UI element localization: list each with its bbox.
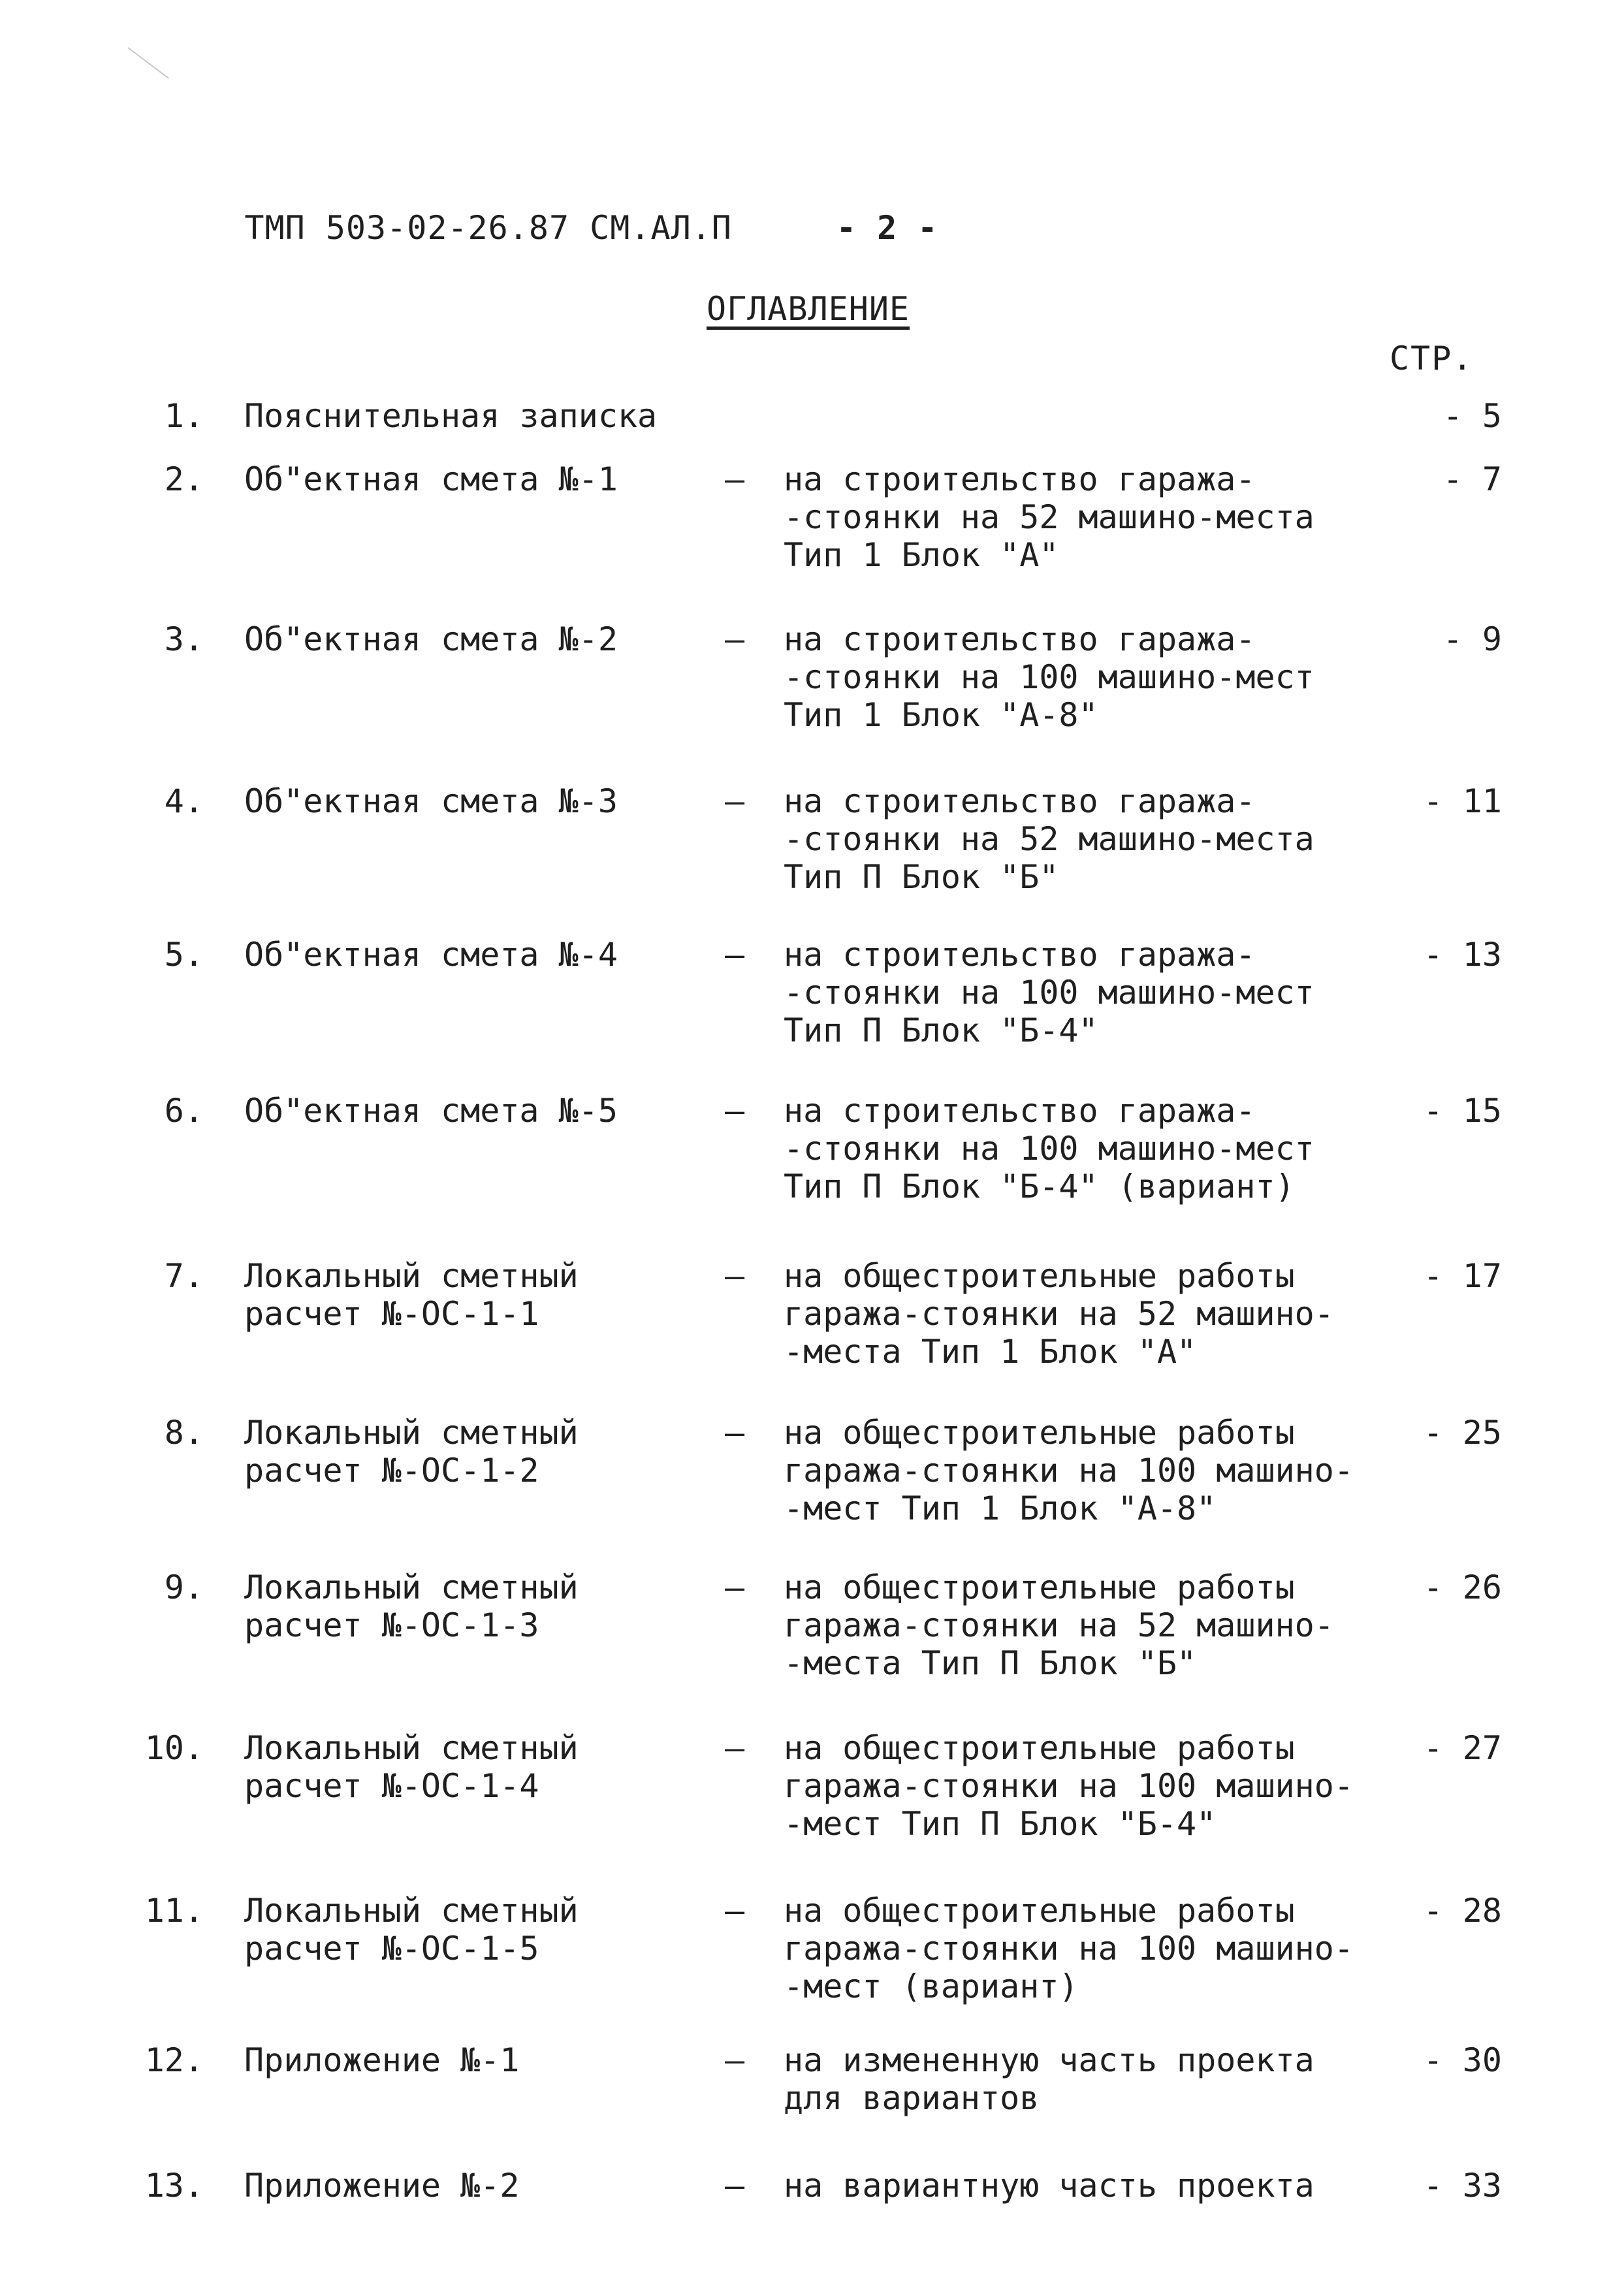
- toc-item-page: - 26: [1423, 1569, 1502, 1606]
- toc-title: ОГЛАВЛЕНИЕ: [707, 290, 910, 328]
- toc-item-number: 10.: [144, 1729, 204, 1767]
- toc-item-page: - 9: [1442, 620, 1502, 658]
- toc-item-dash: –: [725, 2041, 745, 2079]
- toc-item-dash: –: [725, 1892, 745, 1930]
- document-header: [163, 171, 938, 285]
- toc-item-description: на строительство гаража- -стоянки на 52 машино-места Тип П Блок "Б": [784, 782, 1314, 896]
- toc-item-dash: –: [725, 1569, 745, 1606]
- toc-item-number: 3.: [164, 620, 204, 658]
- toc-item-dash: –: [725, 620, 745, 658]
- toc-item-dash: –: [725, 1257, 745, 1295]
- toc-item-description: на строительство гаража- -стоянки на 52 машино-места Тип 1 Блок "А": [784, 460, 1314, 574]
- toc-item-number: 13.: [144, 2167, 204, 2205]
- toc-item-name: Об"ектная смета №-2: [244, 620, 618, 658]
- toc-item-number: 11.: [144, 1892, 204, 1930]
- toc-item-page: - 13: [1423, 936, 1502, 974]
- toc-item-description: на общестроительные работы гаража-стоянки на 52 машино- -места Тип П Блок "Б": [784, 1569, 1334, 1682]
- toc-item-name: Об"ектная смета №-5: [244, 1092, 618, 1130]
- toc-item-description: на общестроительные работы гаража-стоянки на 52 машино- -места Тип 1 Блок "А": [784, 1257, 1334, 1371]
- toc-item-name: Локальный сметный расчет №-ОС-1-2: [244, 1414, 579, 1490]
- toc-item-name: Об"ектная смета №-4: [244, 936, 618, 974]
- toc-item-name: Локальный сметный расчет №-ОС-1-1: [244, 1257, 579, 1333]
- toc-item-description: на общестроительные работы гаража-стоянки на 100 машино- -мест Тип П Блок "Б-4": [784, 1729, 1354, 1843]
- toc-item-page: - 30: [1423, 2041, 1502, 2079]
- toc-item-page: - 5: [1442, 397, 1502, 435]
- toc-item-name: Об"ектная смета №-3: [244, 782, 618, 820]
- toc-item-name: Пояснительная записка: [244, 397, 658, 435]
- toc-item-number: 6.: [164, 1092, 204, 1130]
- document-code: ТМП 503-02-26.87 СМ.АЛ.П: [244, 209, 732, 247]
- toc-item-name: Приложение №-2: [244, 2167, 520, 2205]
- toc-item-description: на общестроительные работы гаража-стоянки на 100 машино- -мест Тип 1 Блок "А-8": [784, 1414, 1354, 1527]
- toc-item-number: 2.: [164, 460, 204, 498]
- toc-item-description: на измененную часть проекта для вариантов: [784, 2041, 1314, 2117]
- toc-item-dash: –: [725, 460, 745, 498]
- toc-item-page: - 27: [1423, 1729, 1502, 1767]
- toc-item-description: на вариантную часть проекта: [784, 2167, 1314, 2205]
- toc-item-page: - 25: [1423, 1414, 1502, 1452]
- toc-item-name: Об"ектная смета №-1: [244, 460, 618, 498]
- scan-mark: [127, 47, 168, 79]
- toc-item-page: - 15: [1423, 1092, 1502, 1130]
- toc-item-page: - 28: [1423, 1892, 1502, 1930]
- toc-item-description: на общестроительные работы гаража-стоянки на 100 машино- -мест (вариант): [784, 1892, 1354, 2005]
- toc-item-page: - 11: [1423, 782, 1502, 820]
- page-column-heading: СТР.: [1390, 340, 1474, 377]
- toc-item-number: 1.: [164, 397, 204, 435]
- toc-item-dash: –: [725, 1092, 745, 1130]
- toc-item-page: - 33: [1423, 2167, 1502, 2205]
- toc-item-number: 7.: [164, 1257, 204, 1295]
- toc-item-name: Локальный сметный расчет №-ОС-1-4: [244, 1729, 579, 1805]
- toc-item-name: Приложение №-1: [244, 2041, 520, 2079]
- toc-item-name: Локальный сметный расчет №-ОС-1-5: [244, 1892, 579, 1967]
- toc-item-name: Локальный сметный расчет №-ОС-1-3: [244, 1569, 579, 1644]
- toc-item-description: на строительство гаража- -стоянки на 100 машино-мест Тип 1 Блок "А-8": [784, 620, 1314, 734]
- toc-item-dash: –: [725, 782, 745, 820]
- toc-item-dash: –: [725, 2167, 745, 2205]
- toc-item-dash: –: [725, 936, 745, 974]
- toc-item-number: 5.: [164, 936, 204, 974]
- toc-item-dash: –: [725, 1414, 745, 1452]
- toc-item-dash: –: [725, 1729, 745, 1767]
- header-page-number: - 2 -: [836, 209, 938, 247]
- toc-item-number: 4.: [164, 782, 204, 820]
- toc-item-number: 8.: [164, 1414, 204, 1452]
- toc-item-number: 12.: [144, 2041, 204, 2079]
- toc-item-page: - 17: [1423, 1257, 1502, 1295]
- toc-item-description: на строительство гаража- -стоянки на 100 машино-мест Тип П Блок "Б-4" (вариант): [784, 1092, 1314, 1205]
- toc-item-page: - 7: [1442, 460, 1502, 498]
- toc-item-number: 9.: [164, 1569, 204, 1606]
- toc-item-description: на строительство гаража- -стоянки на 100 машино-мест Тип П Блок "Б-4": [784, 936, 1314, 1049]
